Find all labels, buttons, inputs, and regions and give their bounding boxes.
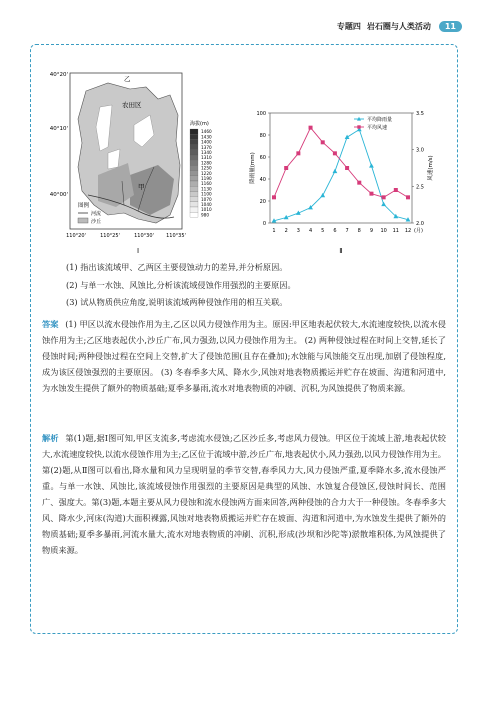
altitude-swatch	[190, 171, 198, 176]
y-right-axis-label: 风速(m/s)	[428, 155, 434, 181]
altitude-swatch	[190, 165, 198, 170]
altitude-value: 1100	[201, 191, 212, 197]
legend-river: 河流	[91, 211, 102, 217]
x-tick-label: 6	[333, 228, 337, 234]
wind-speed-point	[406, 195, 410, 199]
y-right-tick-label: 2.5	[416, 184, 424, 191]
x-tick-label: 8	[357, 228, 361, 234]
altitude-value: 1220	[201, 170, 212, 176]
altitude-swatch	[190, 186, 198, 191]
section-label: 专题四	[336, 21, 361, 31]
y-right-tick-label: 2.0	[416, 221, 424, 227]
wind-speed-point	[272, 195, 276, 199]
altitude-swatch	[190, 160, 198, 165]
farmland-label: 农田区	[122, 101, 142, 109]
legend-label: 平均降雨量	[367, 117, 393, 123]
altitude-value: 1460	[201, 129, 212, 135]
altitude-swatch	[190, 212, 198, 217]
altitude-value: 980	[201, 212, 209, 218]
altitude-swatch	[190, 155, 198, 160]
plot-frame	[270, 113, 412, 223]
y-left-tick-label: 100	[256, 111, 266, 117]
altitude-value: 1400	[201, 139, 212, 145]
altitude-value: 1010	[201, 207, 212, 213]
rainfall-point	[345, 135, 350, 139]
x-tick-label: 2	[284, 228, 288, 234]
lon-label: 110°25'	[100, 233, 120, 239]
altitude-swatch	[190, 207, 198, 212]
altitude-swatch	[190, 150, 198, 155]
altitude-value: 1250	[201, 165, 212, 171]
page-number: 11	[439, 21, 462, 32]
wind-speed-point	[284, 166, 288, 170]
altitude-swatch	[190, 129, 198, 134]
altitude-swatch	[190, 202, 198, 207]
x-tick-label: 10	[380, 228, 387, 234]
wind-speed-point	[309, 126, 313, 130]
wind-speed-point	[382, 195, 386, 199]
altitude-swatch	[190, 181, 198, 186]
wind-speed-point	[321, 140, 325, 144]
x-tick-label: 3	[296, 228, 300, 234]
x-tick-label: 5	[321, 228, 325, 234]
x-unit-label: (月)	[414, 228, 423, 234]
watershed-map	[50, 72, 212, 255]
page-header	[337, 18, 462, 34]
altitude-swatch	[190, 139, 198, 144]
questions	[66, 261, 444, 310]
wind-speed-point	[394, 188, 398, 192]
y-left-tick-label: 0	[262, 221, 266, 227]
lon-label: 110°30'	[134, 233, 154, 239]
figure-one-label: Ⅰ	[136, 247, 140, 255]
altitude-value: 1040	[201, 202, 212, 207]
altitude-value: 1130	[201, 186, 212, 192]
altitude-value: 1340	[201, 150, 212, 155]
figure-area	[38, 55, 456, 255]
legend-marker	[357, 125, 360, 128]
legend-label: 平均风速	[367, 125, 388, 131]
altitude-value: 1430	[201, 134, 212, 140]
y-left-axis-label: 降雨量(mm)	[250, 152, 256, 184]
answer-block	[42, 316, 446, 396]
y-left-tick-label: 60	[259, 155, 266, 161]
altitude-value: 1310	[201, 155, 212, 161]
wind-speed-point	[345, 166, 349, 170]
area-jia-label: 甲	[138, 183, 145, 191]
altitude-value: 1190	[201, 176, 212, 181]
x-tick-label: 1	[272, 228, 276, 234]
series-line	[274, 128, 408, 198]
x-tick-label: 7	[345, 228, 349, 234]
wind-speed-point	[333, 151, 337, 155]
lon-label: 110°35'	[166, 233, 186, 239]
x-tick-label: 11	[392, 228, 400, 234]
question-2: (2) 与单一水蚀、风蚀比,分析该流域侵蚀作用强烈的主要原因。	[66, 279, 296, 290]
rainfall-point	[320, 193, 325, 197]
altitude-swatch	[190, 145, 198, 150]
altitude-value: 1070	[201, 196, 212, 202]
x-tick-label: 12	[404, 228, 412, 234]
y-left-tick-label: 20	[259, 199, 266, 205]
altitude-scale	[190, 129, 212, 217]
altitude-value: 1370	[201, 144, 212, 150]
area-yi-label: 乙	[124, 75, 131, 83]
answer-text: (1) 甲区以流水侵蚀作用为主,乙区以风力侵蚀作用为主。原因:甲区地表起伏较大,水流速度较快,以流水侵蚀作用为主;乙区地表起伏小,沙丘广布,风力强劲,以风力侵蚀作用为主。 (2) 两种侵蚀过程在时间上交替,延长了侵蚀时间;两种侵蚀过程在空间上交替,扩大了侵蚀范围(且存在叠加);水蚀能与风蚀能交互出现,加剧了侵蚀程度,成为该区侵蚀强烈的主要原因。 (3) 冬春季多大风、降水少,风蚀对地表物质搬运并贮存在坡面、沟道和河道中,为水蚀发生提供了额外的物质基础;夏季多暴雨,流水对地表物质的冲刷、沉积,为风蚀提供了物质来源。	[42, 319, 446, 393]
altitude-value: 1280	[201, 160, 212, 166]
y-right-tick-label: 3.0	[416, 147, 424, 154]
rainfall-point	[333, 169, 338, 173]
lat-label: 40°20'	[49, 72, 68, 78]
lon-label: 110°20'	[66, 233, 86, 239]
question-3: (3) 试从物质供应角度,说明该流域两种侵蚀作用的相互关联。	[66, 297, 288, 307]
answer-label: 答案	[42, 319, 59, 329]
x-tick-label: 9	[369, 228, 374, 234]
legend-sand: 沙丘	[91, 219, 102, 225]
altitude-title: 海拔(m)	[190, 121, 209, 127]
wind-speed-point	[357, 181, 361, 185]
analysis-label: 解析	[42, 433, 59, 443]
section-title: 岩石圈与人类活动	[366, 21, 431, 31]
y-left-tick-label: 80	[259, 133, 266, 139]
rainfall-point	[369, 163, 374, 167]
altitude-swatch	[190, 134, 198, 139]
question-1: (1) 指出该流域甲、乙两区主要侵蚀动力的差异,并分析原因。	[66, 262, 288, 272]
sand-legend-icon	[78, 218, 88, 223]
wind-speed-point	[369, 192, 373, 196]
x-tick-label: 4	[308, 228, 313, 234]
wind-speed-point	[296, 151, 300, 155]
altitude-value: 1160	[201, 181, 212, 187]
rainfall-point	[381, 202, 386, 206]
lat-label: 40°10'	[49, 126, 68, 132]
series-line	[274, 130, 408, 221]
y-left-tick-label: 40	[259, 177, 266, 183]
y-right-tick-label: 3.5	[416, 111, 424, 117]
analysis-block	[42, 430, 446, 558]
legend-title: 图例	[78, 203, 90, 209]
analysis-text: 第(1)题,据Ⅰ图可知,甲区支流多,考虑流水侵蚀;乙区沙丘多,考虑风力侵蚀。甲区位于流域上游,地表起伏较大,水流速度较快,以流水侵蚀作用为主;乙区位于流域中游,沙丘广布,地表起伏小,风力强劲,以风力侵蚀作用为主。第(2)题,从Ⅱ图可以看出,降水量和风力呈现明显的季节交替,春季风力大,风力侵蚀严重,夏季降水多,流水侵蚀严重。与单一水蚀、风蚀比,该流域侵蚀作用强烈的主要原因是典型的风蚀、水蚀复合侵蚀区,侵蚀时间长、范围广、强度大。第(3)题,本题主要从风力侵蚀和流水侵蚀两方面来回答,两种侵蚀的合力大于一种侵蚀。冬春季多大风、降水少,河床(沟道)大面积裸露,风蚀对地表物质搬运并贮存在坡面、沟道和河道中,为水蚀发生提供了额外的物质基础;夏季多暴雨,河流水量大,流水对地表物质的冲刷、沉积,形成(沙坝和沙陀等)淤散堆积体,为风蚀提供了物质来源。	[42, 433, 446, 555]
figure-two-label: Ⅱ	[339, 247, 343, 255]
altitude-swatch	[190, 176, 198, 181]
altitude-swatch	[190, 191, 198, 196]
altitude-swatch	[190, 197, 198, 202]
climate-chart	[248, 111, 434, 255]
lat-label: 40°00'	[49, 192, 68, 198]
